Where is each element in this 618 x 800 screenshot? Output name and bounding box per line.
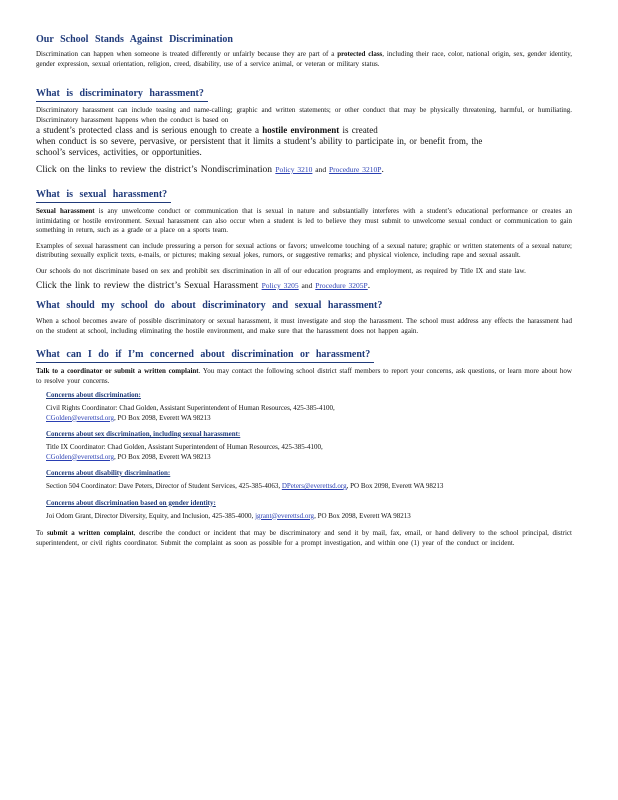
protected-class-term: protected class xyxy=(337,50,383,58)
review-text: Click on the links to review the district’s Nondiscrimination xyxy=(36,165,276,175)
contact-dei-director xyxy=(46,512,572,522)
discriminatory-harassment-p2 xyxy=(36,125,572,136)
sexual-harassment-p1 xyxy=(36,207,572,236)
hostile-environment-term: hostile environment xyxy=(262,125,340,135)
submit-complaint-term: submit a written complaint xyxy=(46,529,134,537)
closing-rest: , describe the conduct or incident that may be discriminatory and send it by mail, fax, email, or hand delivery to the school principal, district superintendent, or civil rights coordinator. Submit the complaint as soon as possible for a prompt investigation, and within one (1) year of the conduct or incident. xyxy=(36,529,572,547)
heading-stands-against-discrimination: Our School Stands Against Discrimination xyxy=(36,34,233,45)
contact-line: Section 504 Coordinator: Dave Peters, Director of Student Services, 425-385-4063, xyxy=(46,482,282,490)
sexual-harassment-term: Sexual harassment xyxy=(36,207,95,215)
nondiscrimination-review-line xyxy=(36,164,572,176)
talk-to-coordinator-term: Talk to a coordinator or submit a written complaint xyxy=(36,367,199,375)
period-text-sh: . xyxy=(367,281,371,291)
p2-text-end: is created xyxy=(339,125,378,135)
period-text: . xyxy=(381,165,384,175)
contact-address: , PO Box 2098, Everett WA 98213 xyxy=(113,452,211,461)
heading-what-school-should-do: What should my school do about discriminatory and sexual harassment? xyxy=(36,300,383,311)
procedure-3210p-link[interactable]: Procedure 3210P xyxy=(328,165,382,174)
policy-3210-link[interactable]: Policy 3210 xyxy=(275,165,313,174)
contact-heading-discrimination: Concerns about discrimination: xyxy=(46,391,141,399)
definition-text-end: , including their race, color, national origin, sex, gender identity, gender expression, sexual orientation, religion, creed, disability, use of a service animal, or veteran or military status. xyxy=(36,50,573,68)
contact-line: Title IX Coordinator: Chad Golden, Assistant Superintendent of Human Resources, 425-385-4100, xyxy=(46,443,323,451)
contact-address: , PO Box 2098, Everett WA 98213 xyxy=(346,482,444,490)
contact-heading-gender-identity: Concerns about discrimination based on gender identity: xyxy=(46,498,216,507)
discriminatory-harassment-p4: school’s services, activities, or opportunities. xyxy=(36,147,202,157)
heading-what-can-i-do: What can I do if I’m concerned about discrimination or harassment? xyxy=(36,349,374,363)
procedure-3205p-link[interactable]: Procedure 3205P xyxy=(315,281,368,290)
p2-text-start: a student’s protected class and is serious enough to create a xyxy=(36,125,263,135)
cgolden-email-link[interactable]: CGolden@everettsd.org xyxy=(46,413,114,422)
complaint-instructions xyxy=(36,529,572,548)
document-page xyxy=(36,34,572,548)
contact-address: , PO Box 2098, Everett WA 98213 xyxy=(314,511,411,520)
discrimination-definition xyxy=(36,50,572,69)
closing-pre: To xyxy=(36,529,47,537)
and-text: and xyxy=(312,165,329,174)
policy-3205-link[interactable]: Policy 3205 xyxy=(261,281,299,290)
title-ix-statement: Our schools do not discriminate based on sex and prohibit sex discrimination in all of our education programs and employment, as required by Title IX and state law. xyxy=(36,266,526,275)
contact-title-ix-coordinator xyxy=(46,443,572,462)
contact-line: Civil Rights Coordinator: Chad Golden, Assistant Superintendent of Human Resources, 425-385-4100, xyxy=(46,404,335,412)
heading-discriminatory-harassment: What is discriminatory harassment? xyxy=(36,88,208,102)
jgrant-email-link[interactable]: jgrant@everettsd.org xyxy=(255,511,315,520)
cgolden-email-link-2[interactable]: CGolden@everettsd.org xyxy=(46,452,114,461)
heading-sexual-harassment: What is sexual harassment? xyxy=(36,189,171,203)
contact-civil-rights-coordinator xyxy=(46,404,572,423)
contact-heading-sex-discrimination: Concerns about sex discrimination, including sexual harassment: xyxy=(46,430,241,438)
contact-intro-rest: . You may contact the following school district staff members to report your concerns, ask questions, or learn more about how to resolve your concerns. xyxy=(36,367,572,385)
contact-heading-disability: Concerns about disability discrimination: xyxy=(46,469,171,477)
review-text-sh: Click the link to review the district’s Sexual Harassment xyxy=(36,281,262,291)
contact-line: Joi Odom Grant, Director Diversity, Equity, and Inclusion, 425-385-4000, xyxy=(46,511,256,520)
sexual-harassment-p1-rest: is any unwelcome conduct or communication that is sexual in nature and substantially interferes with a student’s educational performance or creates an intimidating or hostile environment. Sexual harassment can also occur when a student is led to believe they must submit to unwelcome sexual conduct or communication to gain something in return, such as a grade or a place on a sports team. xyxy=(36,207,572,234)
definition-text-start: Discrimination can happen when someone is treated differently or unfairly because they are part of a xyxy=(36,50,338,58)
discriminatory-harassment-p1: Discriminatory harassment can include teasing and name-calling; graphic and written statements; or other conduct that may be physically threatening, harmful, or humiliating. Discriminatory harassment happens when the conduct is based on xyxy=(36,106,572,124)
contact-intro xyxy=(36,367,572,386)
dpeters-email-link[interactable]: DPeters@everettsd.org xyxy=(281,482,347,490)
contact-address: , PO Box 2098, Everett WA 98213 xyxy=(113,413,211,422)
discriminatory-harassment-p3: when conduct is so severe, pervasive, or persistent that it limits a student’s ability to participate in, or benefit from, the xyxy=(36,136,483,146)
contact-section-504-coordinator xyxy=(46,482,572,492)
sexual-harassment-review-line xyxy=(36,280,572,292)
sexual-harassment-examples: Examples of sexual harassment can include pressuring a person for sexual actions or favors; unwelcome touching of a sexual nature; graphic or written statements of a sexual nature; distributing sexually explicit texts, e-mails, or pictures; making sexual jokes, rumors, or suggestive remarks; and physical violence, including rape and sexual assault. xyxy=(36,241,572,259)
and-text-sh: and xyxy=(298,281,316,290)
school-obligation-paragraph: When a school becomes aware of possible discriminatory or sexual harassment, it must investigate and stop the harassment. The school must address any effects the harassment had on the student at school, including eliminating the hostile environment, and make sure that the harassment does not happen again. xyxy=(36,317,572,335)
